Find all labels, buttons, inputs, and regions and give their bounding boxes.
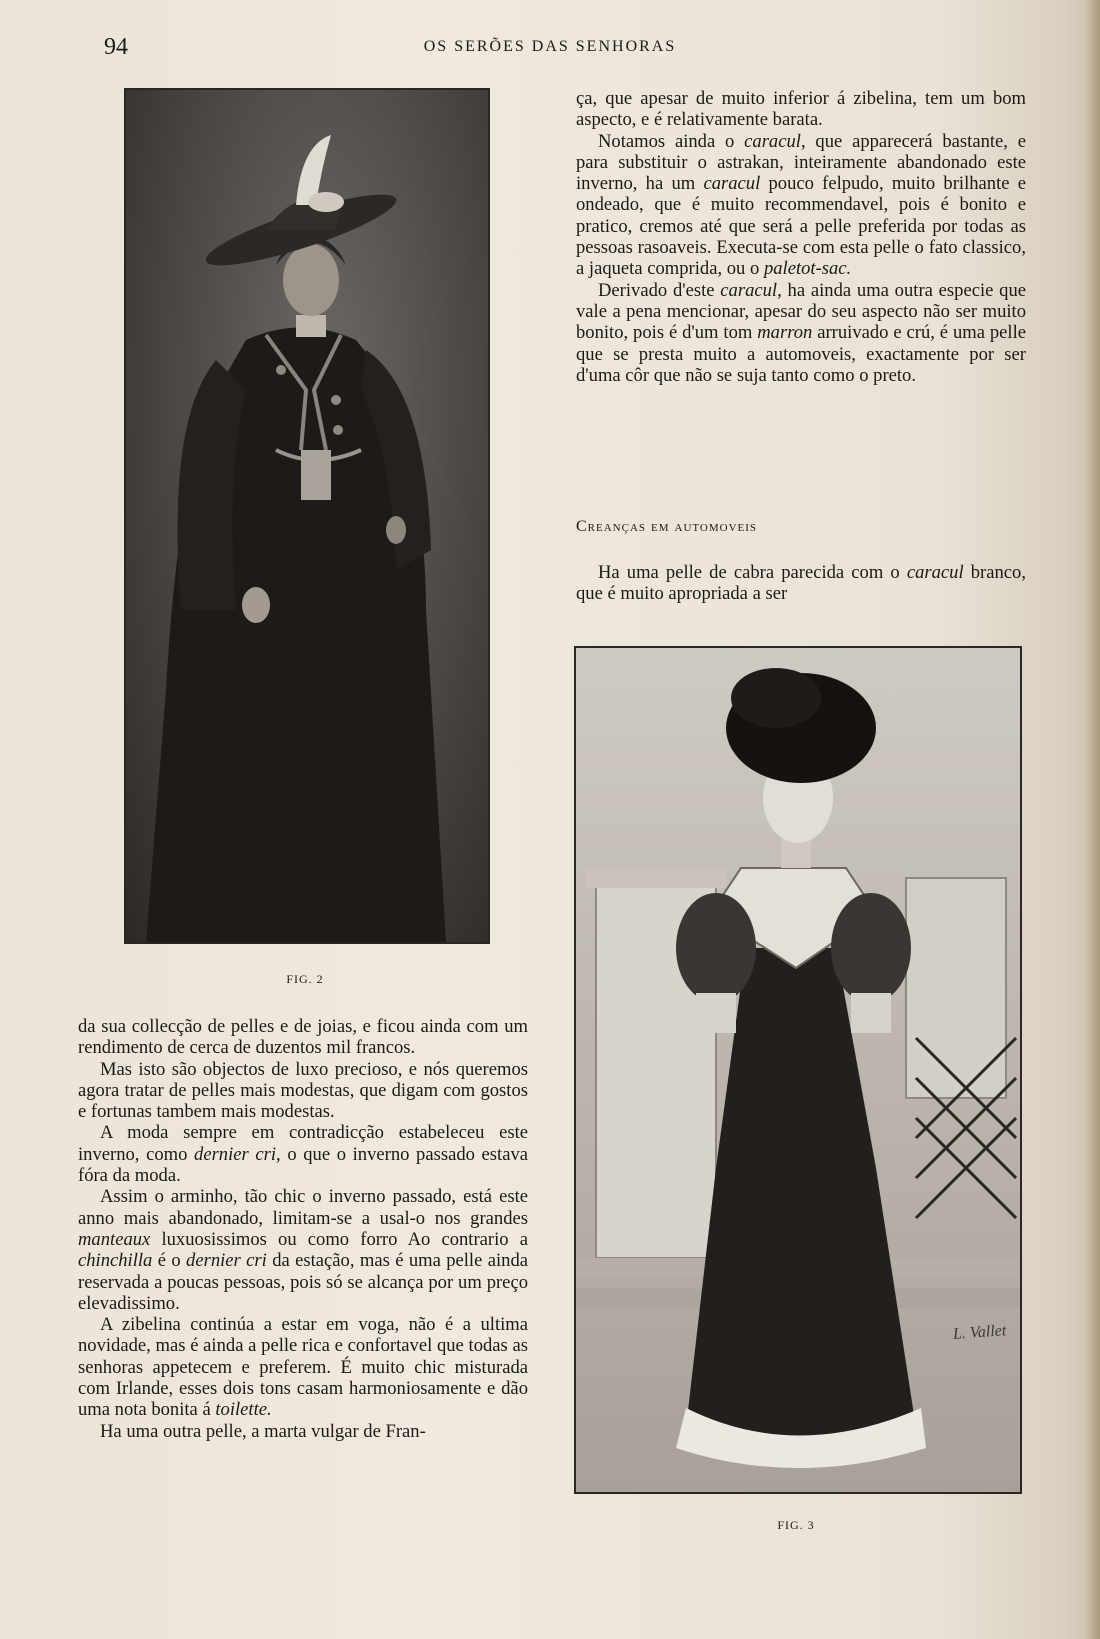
paragraph: ça, que apesar de muito inferior á zibelina, tem um bom aspecto, e é relativamente barata. [576,88,1026,131]
right-column-middle [576,562,1026,605]
text-run: Ha uma pelle de cabra parecida com o [598,562,907,583]
figure-2-illustration [126,90,488,942]
text-run: Assim o arminho, tão chic o inverno passado, está este anno mais abandonado, limitam-se a usal-o nos grandes [78,1186,528,1229]
page-number: 94 [104,34,128,60]
italic-term: dernier cri [194,1143,277,1165]
figure-2-caption: FIG. 2 [286,972,324,986]
text-run: A zibelina continúa a estar em voga, não é a ultima novidade, mas é ainda a pelle rica e confortavel que todas as senhoras appetecem e preferem. É muito chic misturada com Irlande, esses dois tons casam harmoniosamente e dão uma nota bonita á [78,1314,528,1421]
text-run: , que apparecerá bastante, e para substituir o astrakan, inteiramente abandonado este inverno, ha um [576,130,1027,195]
text-run: , o que o inverno passado estava fóra da moda. [78,1143,529,1187]
italic-term: caracul [703,173,761,195]
running-title: OS SERÕES DAS SENHORAS [423,38,677,55]
text-run: luxuosissimos ou como forro Ao contrario a [150,1228,528,1250]
text-run: da estação, mas é uma pelle ainda reservada a poucas pessoas, pois só se alcança por um preço elevadissimo. [78,1250,528,1314]
text-run: Notamos ainda o [598,130,745,152]
italic-term: paletot-sac. [763,258,852,280]
paragraph: Ha uma outra pelle, a marta vulgar de Fran- [100,1420,426,1442]
paragraph: Mas isto são objectos de luxo precioso, e nós queremos agora tratar de pelles mais modestas, que digam com gostos e fortunas tambem mais modestas. [78,1058,528,1123]
paragraph [576,280,1026,386]
paragraph [576,562,1026,605]
paragraph [78,1186,528,1314]
paragraph [576,131,1026,280]
text-run: é o [152,1250,187,1272]
italic-term: toilette. [215,1399,272,1421]
section-heading: Creanças em automoveis [576,518,758,535]
text-run: pouco felpudo, muito brilhante e ondeado, que é muito recommendavel, pois é bonito e pratico, cremos até que será a pelle preferida por todas as pessoas rasoaveis. Executa-se com esta pelle o fato classico, a jaqueta comprida, ou o [576,173,1026,280]
italic-term: dernier cri [186,1250,267,1272]
text-run: ha ainda uma outra especie que vale a pena mencionar, apesar do seu aspecto não ser muito bonito, pois é d'um tom [576,279,1026,344]
italic-term: caracul [906,562,964,583]
italic-term: marron [757,322,813,344]
right-column-top [576,88,1026,386]
left-column-bottom [78,1016,528,1442]
italic-term: manteaux [78,1228,151,1250]
italic-term: caracul, [720,279,782,301]
figure-3-caption: FIG. 3 [777,1518,815,1532]
paragraph: da sua collecção de pelles e de joias, e ficou ainda com um rendimento de cerca de duzentos mil francos. [78,1016,528,1059]
text-run: arruivado e crú, é uma pelle que se presta muito a automoveis, exactamente por ser d'uma côr que não se suja tanto como o preto. [576,322,1026,386]
italic-term: caracul [744,130,801,152]
figure-3-drawing [574,646,1022,1494]
paragraph [78,1314,528,1420]
figure-2-photo [124,88,490,944]
artist-signature: L. Vallet [952,1322,1007,1343]
text-run: branco, que é muito apropriada a ser [576,562,1026,605]
figure-3-illustration [576,648,1020,1492]
text-run: Derivado d'este [598,279,721,301]
text-run: A moda sempre em contradicção estabeleceu este inverno, como [78,1122,528,1165]
page-edge [1086,0,1100,1639]
paragraph [78,1122,528,1186]
italic-term: chinchilla [78,1250,153,1272]
